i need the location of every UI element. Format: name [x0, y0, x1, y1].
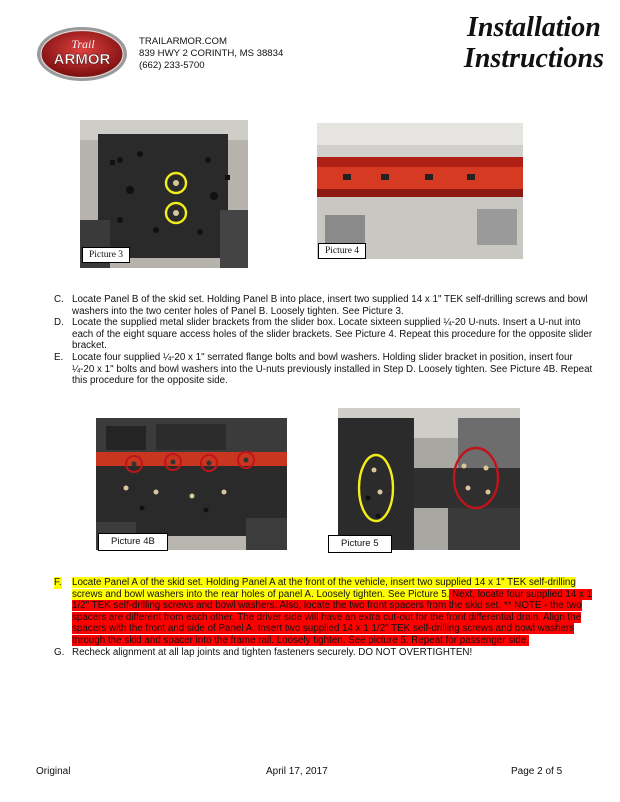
- step-c-text: Locate Panel B of the skid set. Holding Panel B into place, insert two supplied 14 x 1" TEK self-drilling screws and bowl washers into the two center holes of Panel B. Loosely tighten. See Picture 3.: [72, 294, 588, 317]
- step-c: [54, 294, 594, 317]
- company-info: [139, 36, 283, 72]
- steps-c-to-e: [54, 294, 594, 387]
- step-f-highlight-red: Next, locate four supplied 14 x 1 1/2" TEK self-drilling screws and bowl washers. Also, locate the two front spacers from the skid set. ** NOTE - the two spacers are different from each other. The driver side will have an extra cut-out for the front differential drain. Align the spacers with the front and side of Panel A. Insert two supplied 14 x 1 1/2" TEK self-drilling screws and bowl washers through the skid and spacer into the frame rail. Loosely tighten. See picture 5. Repeat for passenger side.: [72, 588, 593, 646]
- step-f-letter: F.: [54, 577, 62, 588]
- logo-trail-text: Trail: [71, 37, 95, 51]
- picture-5-photo: [338, 408, 520, 550]
- step-e: [54, 352, 594, 387]
- company-phone: (662) 233-5700: [139, 60, 205, 71]
- footer-date: April 17, 2017: [266, 766, 328, 777]
- step-g: [54, 647, 594, 659]
- step-g-text: Recheck alignment at all lap joints and tighten fasteners securely. DO NOT OVERTIGHTEN!: [72, 646, 473, 658]
- step-f-highlight-yellow: Locate Panel A of the skid set. Holding Panel A at the front of the vehicle, insert two supplied 14 x 1" TEK self-drilling screws and bowl washers into the rear holes of panel A. Loosely tighten. See Picture 5.: [72, 577, 576, 600]
- picture-3-photo: [80, 120, 248, 268]
- step-c-letter: C.: [54, 294, 64, 305]
- footer-original: Original: [36, 766, 71, 777]
- picture-4-caption: Picture 4: [318, 243, 366, 259]
- company-website: TRAILARMOR.COM: [139, 36, 227, 47]
- picture-3-caption: Picture 3: [82, 247, 130, 263]
- title-line-1: Installation: [467, 12, 601, 43]
- step-d-letter: D.: [54, 317, 64, 329]
- picture-4b-photo: [96, 418, 287, 550]
- step-e-letter: E.: [54, 351, 64, 363]
- step-g-letter: G.: [54, 646, 65, 658]
- picture-4-photo: [317, 123, 523, 259]
- company-address: 839 HWY 2 CORINTH, MS 38834: [139, 48, 284, 59]
- page-title: [464, 12, 604, 74]
- picture-5-caption: Picture 5: [328, 535, 392, 553]
- title-line-2: Instructions: [463, 43, 604, 74]
- step-d-text: Locate the supplied metal slider brackets from the slider box. Locate sixteen supplied ¼-20 U-nuts. Insert a U-nut into each of the eight square access holes of the slider brackets. See Picture 4. Repeat this procedure for the opposite slider bracket.: [72, 317, 593, 352]
- picture-4b-caption: Picture 4B: [98, 533, 168, 551]
- step-e-text: Locate four supplied ¼-20 x 1" serrated flange bolts and bowl washers. Holding slider bracket in position, insert four ¼-20 x 1" bolts and bowl washers into the U-nuts previously installed in Step D. Loosely tighten. See Picture 4B. Repeat this procedure for the opposite side.: [72, 351, 593, 387]
- trail-armor-logo: [36, 26, 128, 82]
- logo-armor-text: ARMOR: [53, 51, 111, 68]
- step-f: [54, 577, 594, 647]
- step-d: [54, 317, 594, 352]
- footer-page-number: Page 2 of 5: [511, 766, 563, 777]
- steps-f-to-g: [54, 577, 594, 658]
